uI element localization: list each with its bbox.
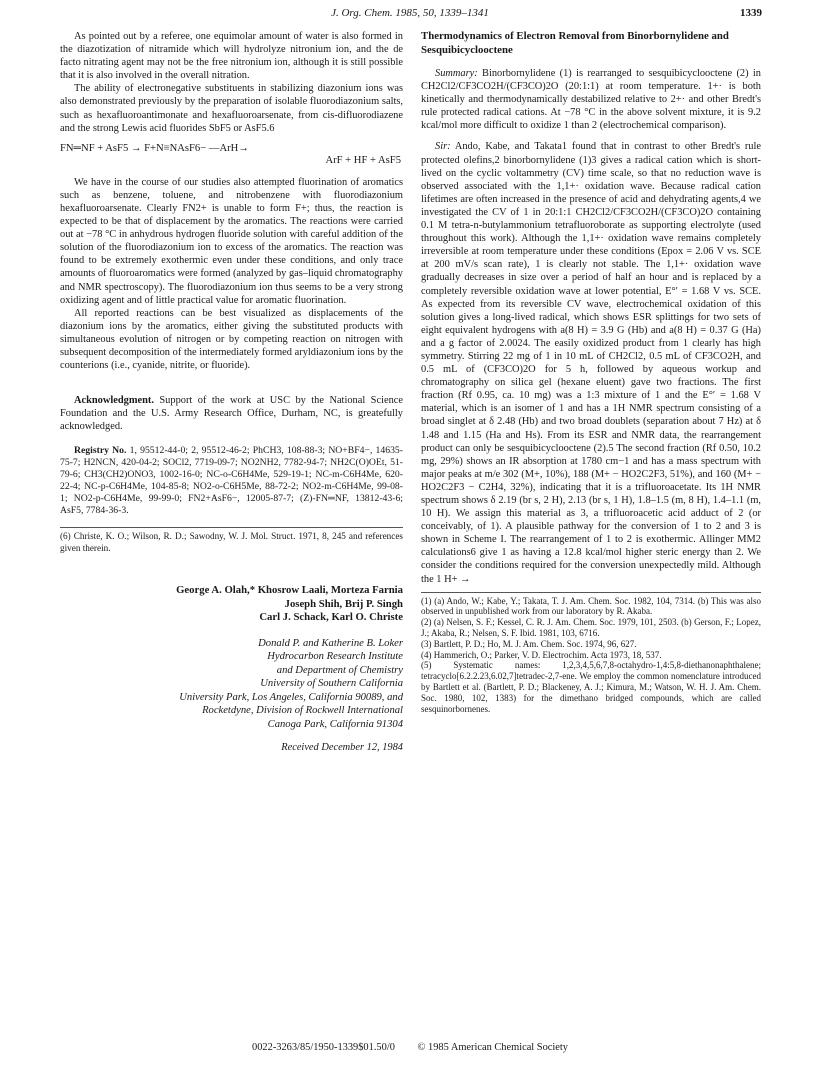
footnote: (6) Christe, K. O.; Wilson, R. D.; Sawodny, W. J. Mol. Struct. 1971, 8, 245 and references given therein. — [60, 527, 403, 554]
equation-line: FN═NF + AsF5 → F+N≡NAsF6− —ArH→ — [60, 142, 249, 154]
footnotes — [421, 596, 761, 715]
registry-numbers — [60, 445, 403, 517]
author-line: George A. Olah,* Khosrow Laali, Morteza Farnia — [176, 584, 403, 597]
acknowledgment — [60, 394, 403, 433]
affiliation-line: Hydrocarbon Research Institute — [267, 651, 403, 663]
journal-citation: J. Org. Chem. 1985, 50, 1339–1341 — [331, 7, 489, 19]
summary-text: Binorbornylidene (1) is rearranged to sesquibicyclooctene (2) in CH2Cl2/CF3CO2H/(CF3CO)2O (20:1:1) at room temperature. 1+· is both kinetically and thermodynamically destabilized relative to 2+· and other Bredt's rule protected radical cations. At −78 °C in the above solvent mixture, it is 9.2 kcal/mol more difficult to oxidize 1 than 2 (electrochemical comparison). — [421, 68, 761, 132]
article-code: 0022-3263/85/1950-1339$01.50/0 — [252, 1042, 395, 1053]
running-header — [0, 7, 820, 23]
summary — [421, 67, 761, 132]
body-text — [421, 140, 761, 585]
footnote: (1) (a) Ando, W.; Kabe, Y.; Takata, T. J. Am. Chem. Soc. 1982, 104, 7314. (b) This was also observed in unpublished work from our laboratory by R. Akaba. — [421, 595, 761, 617]
paragraph: As pointed out by a referee, one equimolar amount of water is also formed in the diazotization of nitramide which will hydrolyze nitronium ion, and the de facto nitrating agent may not be the free nitronium ion, although it is still possible that it is also involved in the overall nitration. — [60, 31, 403, 82]
footnote: (5) Systematic names: 1,2,3,4,5,6,7,8-octahydro-1,4:5,8-diethanonaphthalene; tetracyclo[6.2.2.23,6.02,7]tetradec-2,7-ene. We employ the common nomenclature introduced by Bartlett et al. (Bartlett, P. D.; Blackeney, A. J.; Kimura, M.; Watson, W. H. J. Am. Chem. Soc. 1980, 102, 1383) for the dimethano bridged compounds, which are called sesquinorbornenes. — [421, 660, 761, 714]
affiliation-line: and Department of Chemistry — [276, 664, 403, 676]
footnote: (4) Hammerich, O.; Parker, V. D. Electrochim. Acta 1973, 18, 537. — [421, 649, 662, 660]
author-line: Joseph Shih, Brij P. Singh — [284, 597, 403, 610]
footnote: (3) Bartlett, P. D.; Ho, M. J. Am. Chem. Soc. 1974, 96, 627. — [421, 638, 637, 649]
affiliation-line: University of Southern California — [260, 678, 403, 690]
body-paragraph: Ando, Kabe, and Takata1 found that in contrast to other Bredt's rule protected olefins,2 binorbornylidene (1)3 gives a radical cation which is short-lived on the cyclic voltammetry (CV) time scale, so that no reduction wave is observed associated with the 1,1+· oxidation wave. Because radical cation lifetimes are often increased in the presence of acid and dehydrating agents,4 we investigated the CV of 1 in 20:1:1 CH2Cl2/CF3CO2H/(CF3CO)2O containing 0.1 M tetra-n-butylammonium tetrafluoroborate as supporting electrolyte (used throughout this work). Although the 1,1+· oxidation wave remains completely irreversible at room temperature under these conditions (Epox = 2.06 V vs. SCE at 200 mV/s scan rate), 1 is clearly not stable. The 1,1+· oxidation wave gradually decreases in size over a period of half an hour and is replaced by a completely reversible oxidation wave at lower potential, E°′ = 1.68 V vs. SCE. As expected from its reversible CV wave, electrochemical oxidation of this solution gives a long-lived radical, which shows ESR splittings for two sets of eight equivalent hydrogens with a(8 H) = 3.9 G (Hb) and a(8 H) = 0.37 G (Ha) and a g factor of 2.0024. The easily oxidized product from 1 clearly has high symmetry. Stirring 22 mg of 1 in 10 mL of CH2Cl2, 0.5 mL of CF3CO2H, and 0.5 mL of (CF3CO)2O for 5 h, followed by aqueous workup and chromatography on silica gel (hexane eluent) gave two fractions. The first fraction (Rf 0.95, ca. 10 mg) was a 1:3 mixture of 1 and the E°′ = 1.68 V material, which is an isomer of 1 and has a 1H NMR spectrum consisting of a broad singlet at δ 2.48 (Hb) and two broad doublets (separation about 7 Hz) at δ 1.48 and 1.15 (Ha and Hs). From its ESR and NMR data, the rearrangement product can only be sesquibicyclooctene (2).5 The second fraction (Rf 0.50, 10.2 mg, 29%) shows an IR absorption at 1780 cm−1 and has a mass spectrum with major peaks at m/e 302 (M+, 10%), 188 (M+ − HO2C2F3, 51%), and 160 (M+ − HO2C2F3 − C2H4, 32%), indicating that it is a trifluoroacetate. Its 1H NMR spectrum shows δ 2.19 (br s, 2 H), 2.13 (br s, 1 H), 1.8–1.5 (m, 8 H), 1.4–1.1 (m, 10 H). We assign this material as 3, a trifluoroacetic acid adduct of 2 (or conceivably, of 1). A plausible pathway for the conversion of 1 to 2 and 3 is shown in Scheme I. The rearrangement of 1 to 2 is exothermic. Allinger MM2 calculations6 give 1 as having a 12.8 kcal/mol higher steric energy than 2. We consider the conditions required for the conversion unexpectedly mild. Although the 1 H+ → — [421, 141, 761, 585]
summary-heading: Summary: — [435, 68, 478, 79]
paragraph: We have in the course of our studies also attempted fluorination of aromatics such as benzene, toluene, and nitrobenzene with fluorodiazonium hexafluoroarsenate. Clearly FN2+ is unable to form F+; thus, the reaction is expected to be that of displacement by the aromatics. The reactions were carried out at −78 °C in anhydrous hydrogen fluoride solution with careful addition of the solution of the fluorodiazonium ion to excess of the aromatics. The reaction was found to be extremely exothermic even under these conditions, and only trace amounts of fluoroaromatics were formed (analyzed by gas–liquid chromatography and NMR spectroscopy). The fluorodiazonium ion thus seems to be a very strong oxidizing agent and of little practical value for aromatic fluorination. — [60, 176, 403, 306]
registry-text: 1, 95512-44-0; 2, 95512-46-2; PhCH3, 108-88-3; NO+BF4−, 14635-75-7; H2NCN, 420-04-2; SOCl2, 7719-09-7; NO2NH2, 7782-94-7; NH2C(O)OEt, 51-79-6; CH3(CH2)ONO3, 1002-16-0; NC-o-C6H4Me, 529-19-1; NC-m-C6H4Me, 620-22-4; NC-p-C6H4Me, 104-85-8; NO2-o-C6H5Me, 88-72-2; NO2-m-C6H4Me, 99-08-1; NO2-p-C6H4Me, 99-99-0; FN2+AsF6−, 12005-87-7; (Z)-FN═NF, 13812-43-6; AsF5, 7784-36-3. — [60, 445, 403, 517]
affiliation-line: University Park, Los Angeles, California 90089, and — [179, 691, 403, 703]
salutation: Sir: — [435, 141, 451, 153]
affiliation-line: Rocketdyne, Division of Rockwell International — [202, 705, 403, 717]
left-column — [60, 30, 403, 755]
footnote-divider — [421, 592, 761, 593]
article-title: Thermodynamics of Electron Removal from Binorbornylidene and Sesquibicyclooctene — [421, 30, 729, 56]
affiliation-line: Canoga Park, California 91304 — [267, 718, 403, 730]
copyright: © 1985 American Chemical Society — [417, 1042, 568, 1053]
author-line: Carl J. Schack, Karl O. Christe — [259, 611, 403, 624]
equation-line: ArF + HF + AsF5 — [325, 154, 401, 166]
right-column — [421, 30, 761, 714]
footnote: (2) (a) Nelsen, S. F.; Kessel, C. R. J. Am. Chem. Soc. 1979, 101, 2503. (b) Gerson, F.; Lopez, J.; Akaba, R.; Nelsen, S. F. Ibid. 1981, 103, 6716. — [421, 617, 761, 639]
page-number: 1339 — [740, 7, 762, 19]
paragraph: All reported reactions can be best visualized as displacements of the diazonium ions by the aromatics, either giving the substituted products with simultaneous evolution of nitrogen or by competing reaction on nitrogen with subsequent decomposition of the intermediately formed aryldiazonium ions by the counterions (i.e., cyanide, nitrite, or fluoride). — [60, 307, 403, 372]
page-footer — [0, 1042, 820, 1053]
affiliation — [60, 637, 403, 732]
author-list — [60, 584, 403, 625]
received-date: Received December 12, 1984 — [281, 742, 403, 754]
acknowledgment-text: Support of the work at USC by the National Science Foundation and the U.S. Army Research Office, Durham, NC, is greatefully acknowledged. — [60, 395, 403, 433]
paragraph: The ability of electronegative substituents in stabilizing diazonium ions was also demonstrated previously by the preparation of isolable fluorodiazonium salts, such as hexafluoroantimonate and hexafluoroarsenate, from cis-difluorodiazene and the strong Lewis acid fluorides SbF5 or AsF5.6 — [60, 83, 403, 134]
acknowledgment-heading: Acknowledgment. — [74, 395, 154, 407]
registry-heading: Registry No. — [74, 445, 127, 457]
reaction-equation — [60, 143, 403, 167]
affiliation-line: Donald P. and Katherine B. Loker — [258, 637, 403, 649]
